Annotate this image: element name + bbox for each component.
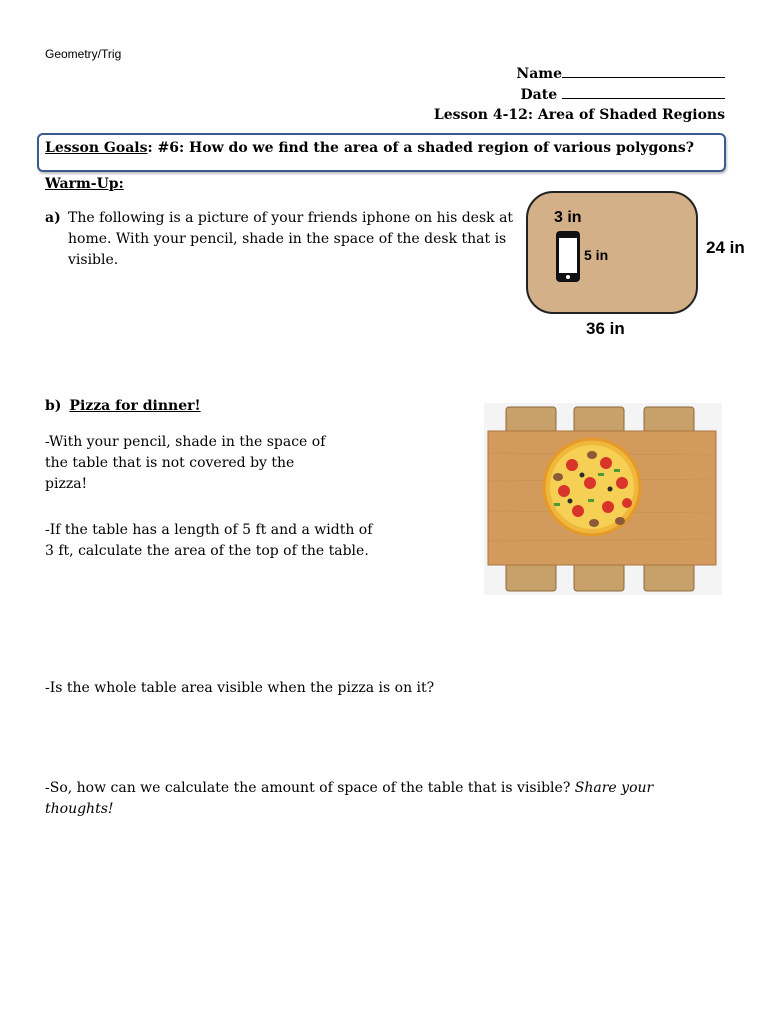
table-pizza-svg <box>484 403 722 595</box>
question-b-label: b) <box>45 398 62 414</box>
question-b-p1: -With your pencil, shade in the space of the table that is not covered by the pizza! <box>45 434 326 492</box>
question-a-text: The following is a picture of your friends iphone on his desk at home. With your pencil, shade in the space of the desk that is visible. <box>68 210 514 268</box>
desk-diagram <box>526 191 756 341</box>
phone-screen <box>559 238 577 273</box>
desk-height-label: 24 in <box>706 238 745 257</box>
name-line <box>562 77 725 78</box>
course-title: Geometry/Trig <box>45 47 122 61</box>
question-b-p4-main: -So, how can we calculate the amount of space of the table that is visible? <box>45 780 575 796</box>
date-line <box>562 98 725 99</box>
question-a-label: a) <box>45 210 61 226</box>
desk-width-label: 36 in <box>586 319 625 338</box>
name-label: Name <box>516 66 562 82</box>
date-label: Date <box>520 87 558 103</box>
question-b-p4-italic: Share your thoughts! <box>45 780 654 817</box>
lesson-goals-box <box>37 133 726 172</box>
date-field[interactable] <box>521 87 725 103</box>
phone-width-label: 3 in <box>554 209 582 226</box>
phone-home-button <box>566 275 570 279</box>
lesson-title: Lesson 4-12: Area of Shaded Regions <box>433 107 725 123</box>
question-b-heading <box>45 398 201 414</box>
desk-rect <box>527 192 697 313</box>
question-b-p4 <box>45 778 685 820</box>
question-b-title: Pizza for dinner! <box>69 398 201 414</box>
name-field[interactable] <box>516 66 725 82</box>
table-pizza-image <box>484 403 722 595</box>
phone-height-label: 5 in <box>584 247 609 263</box>
lesson-goals-label: Lesson Goals <box>45 140 148 156</box>
warmup-title: Warm-Up: <box>45 176 124 192</box>
chairs-bottom <box>506 563 694 591</box>
question-b-p3: -Is the whole table area visible when the pizza is on it? <box>45 680 435 696</box>
question-b-p2: -If the table has a length of 5 ft and a width of 3 ft, calculate the area of the top of the table. <box>45 522 373 559</box>
lesson-goals-text: : #6: How do we find the area of a shaded region of various polygons? <box>147 140 694 156</box>
